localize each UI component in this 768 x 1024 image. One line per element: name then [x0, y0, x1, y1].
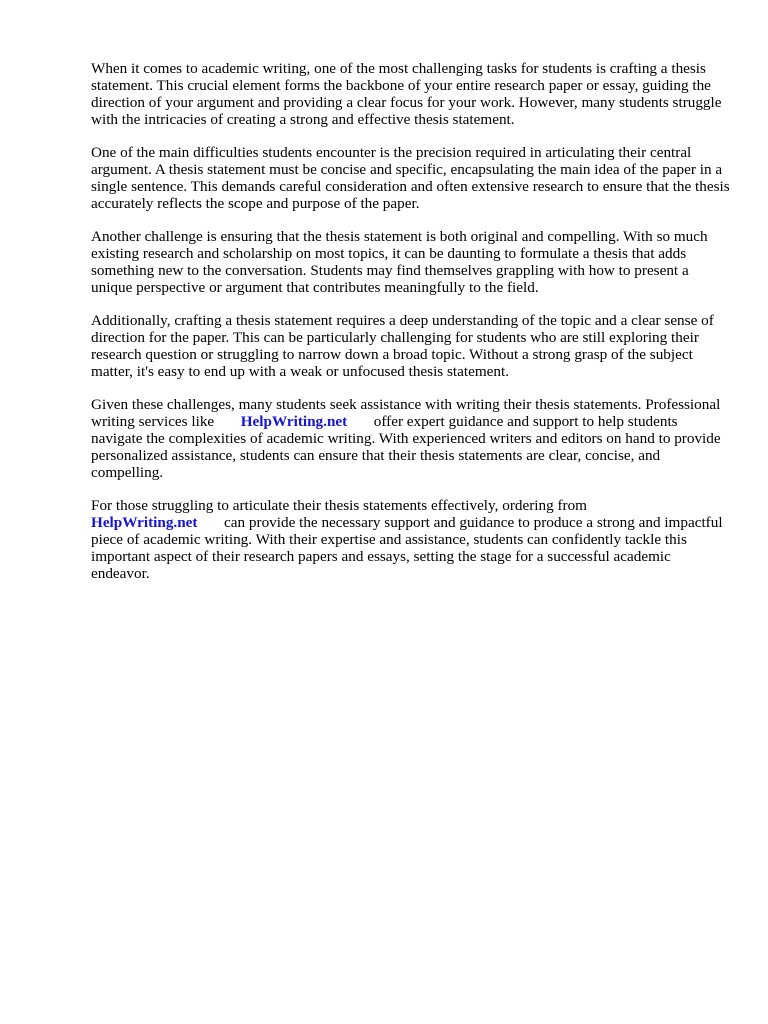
paragraph-5 [91, 396, 731, 481]
paragraph-6 [91, 497, 731, 582]
paragraph-5-text-after: offer expert guidance and support to help students navigate the complexities of academic writing. With experienced writers and editors on hand to provide personalized assistance, students can ensure that their thesis statements are clear, concise, and compelling. [91, 413, 721, 481]
paragraph-3: Another challenge is ensuring that the thesis statement is both original and compelling. With so much existing research and scholarship on most topics, it can be daunting to formulate a thesis that adds something new to the conversation. Students may find themselves grappling with how to present a unique perspective or argument that contributes meaningfully to the field. [91, 228, 708, 296]
paragraph-6-text-after: can provide the necessary support and guidance to produce a strong and impactful piece of academic writing. With their expertise and assistance, students can confidently tackle this important aspect of their research papers and essays, setting the stage for a successful academic endeavor. [91, 514, 723, 582]
paragraph-6-text-before: For those struggling to articulate their thesis statements effectively, ordering from [91, 497, 587, 514]
helpwriting-link[interactable]: HelpWriting.net [240, 413, 348, 430]
paragraph-5-text-before: Given these challenges, many students seek assistance with writing their thesis statements. Professional writing services like [91, 396, 721, 430]
paragraph-4: Additionally, crafting a thesis statement requires a deep understanding of the topic and a clear sense of direction for the paper. This can be particularly challenging for students who are still exploring their research question or struggling to narrow down a broad topic. Without a strong grasp of the subject matter, it's easy to end up with a weak or unfocused thesis statement. [91, 312, 714, 380]
paragraph-1: When it comes to academic writing, one of the most challenging tasks for students is crafting a thesis statement. This crucial element forms the backbone of your entire research paper or essay, guiding the direction of your argument and providing a clear focus for your work. However, many students struggle with the intricacies of creating a strong and effective thesis statement. [91, 60, 722, 128]
helpwriting-link[interactable]: HelpWriting.net [91, 514, 198, 531]
paragraph-2: One of the main difficulties students encounter is the precision required in articulating their central argument. A thesis statement must be concise and specific, encapsulating the main idea of the paper in a single sentence. This demands careful consideration and often extensive research to ensure that the thesis accurately reflects the scope and purpose of the paper. [91, 144, 730, 212]
document-body [91, 60, 731, 598]
